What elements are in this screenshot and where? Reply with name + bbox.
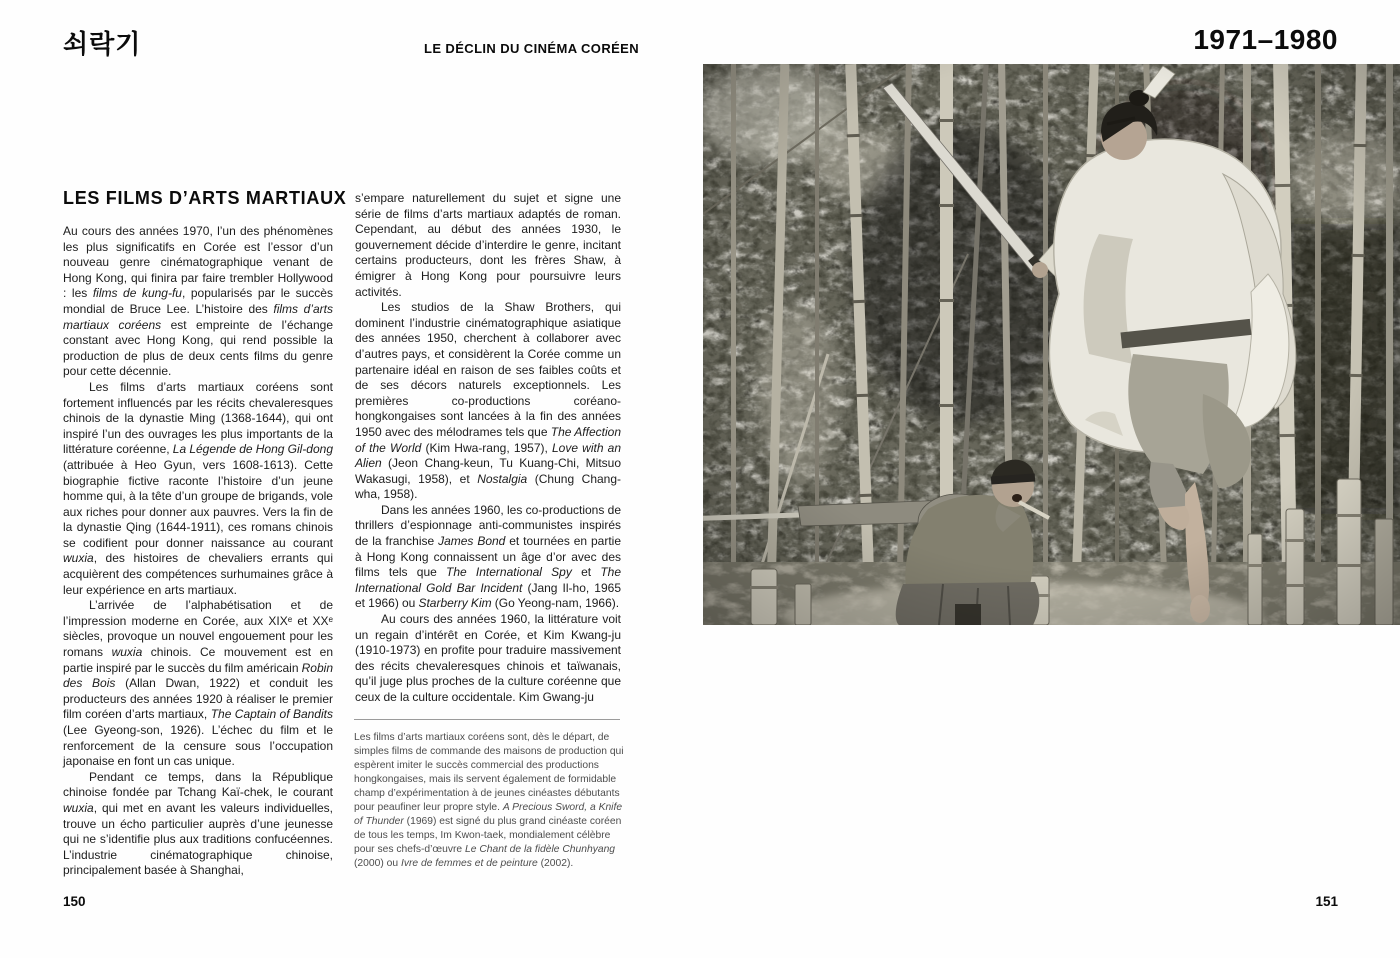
paragraph: Au cours des années 1960, la littérature voit un regain d’intérêt en Corée, et Kim Kwang-ju (1910-1973) en profite pour traduire massivement des récits chevaleresques chinois et taïwanais, qu’il juge plus proches de la culture coréenne que ceux de la culture occidentale. Kim Gwang-ju	[355, 612, 621, 704]
paragraph: Au cours des années 1970, l’un des phénomènes les plus significatifs en Corée est l’essor d’un nouveau genre cinématographique venant de Hong Kong, qui finira par faire trembler Hollywood : les films de kung-fu, popularisés par le succès mondial de Bruce Lee. L’histoire des films d’arts martiaux coréens est empreinte de l’échange constant avec Hong Kong, qui rend possible la production de plus de deux cents films du genre pour cette décennie.	[63, 224, 333, 379]
paragraph: L’arrivée de l’alphabétisation et de l’impression moderne en Corée, aux XIXᵉ et XXᵉ siècles, provoque un nouvel engouement pour les romans wuxia chinois. Ce mouvement est en partie inspiré par le succès du film américain Robin des Bois (Allan Dwan, 1922) et conduit les producteurs des années 1920 à réaliser le premier film coréen d’arts martiaux, The Captain of Bandits (Lee Gyeong-son, 1926). L’échec du film et le renforcement de la censure sous l’occupation japonaise en font un cas unique.	[63, 598, 334, 769]
section-title: LES FILMS D’ARTS MARTIAUX	[63, 188, 347, 208]
page-number-left: 150	[63, 894, 86, 909]
paragraph: s’empare naturellement du sujet et signe une série de films d’arts martiaux adaptés de roman. Cependant, au début des années 1930, le gouvernement décide d’interdire le genre, incitant certains producteurs, dont les frères Shaw, à émigrer à Hong Kong pour poursuivre leurs activités.	[355, 191, 621, 299]
running-head-chapter-title: LE DÉCLIN DU CINÉMA CORÉEN	[424, 41, 640, 56]
running-head-korean-title: 쇠락기	[63, 30, 142, 60]
page-number-right: 151	[1315, 894, 1338, 909]
left-page-column-2	[355, 191, 621, 706]
left-page-column-1	[63, 224, 333, 879]
footnote-divider	[354, 719, 620, 720]
martial-arts-film-still-photo	[703, 64, 1400, 625]
paragraph: Les studios de la Shaw Brothers, qui dominent l’industrie cinématographique asiatique des années 1950, cherchent à collaborer avec d’autres pays, et considèrent la Corée comme un partenaire idéal en raison de ses faibles coûts et de ses décors naturels exceptionnels. Les premières co-productions coréano-hongkongaises sont lancées à la fin des années 1950 avec des mélodrames tels que The Affection of the World (Kim Hwa-rang, 1957), Love with an Alien (Jeon Chang-keun, Tu Kuang-Chi, Mitsuo Wakasugi, 1958), et Nostalgia (Chung Chang-wha, 1958).	[355, 300, 622, 502]
paragraph: Les films d’arts martiaux coréens sont fortement influencés par les récits chevaleresques chinois de la dynastie Ming (1368-1644), qui ont inspiré l’un des ouvrages les plus importants de la littérature coréenne, La Légende de Hong Gil-dong (attribuée à Heo Gyun, vers 1608-1613). Cette biographie fictive raconte l’histoire d’un jeune homme qui, à la tête d’un groupe de brigands, vole aux riches pour donner aux pauvres. Vers la fin de la dynastie Qing (1644-1911), ces romans chinois se codifient pour donner naissance au courant wuxia, des histoires de chevaliers errants qui acquièrent des compétences surhumaines grâce à leur expérience en arts martiaux.	[63, 379, 333, 597]
paragraph: Pendant ce temps, dans la République chinoise fondée par Tchang Kaï-chek, le courant wuxia, qui met en avant les valeurs individuelles, trouve un écho particulier auprès d’une jeunesse qui ne s’identifie plus aux traditions confucéennes. L’industrie cinématographique chinoise, principalement basée à Shanghai,	[63, 769, 333, 878]
footnote	[354, 731, 626, 871]
running-head-years: 1971–1980	[1193, 24, 1338, 55]
paragraph: Les films d’arts martiaux coréens sont, dès le départ, de simples films de commande des maisons de production qui espèrent imiter le succès commercial des productions hongkongaises, mais ils servent également de formidable champ d’expérimentation à de jeunes cinéastes débutants pour peaufiner leur propre style. A Precious Sword, a Knife of Thunder (1969) est signé du plus grand cinéaste coréen de tous les temps, Im Kwon-taek, mondialement célèbre pour ses chefs-d’œuvre Le Chant de la fidèle Chunhyang (2000) ou Ivre de femmes et de peinture (2002).	[354, 732, 624, 869]
paragraph: Dans les années 1960, les co-productions de thrillers d’espionnage anti-communistes inspirés de la franchise James Bond et tournées en partie à Hong Kong connaissent un âge d’or avec des films tels que The International Spy et The International Gold Bar Incident (Jang Il-ho, 1965 et 1966) ou Starberry Kim (Go Yeong-nam, 1966).	[355, 502, 622, 611]
